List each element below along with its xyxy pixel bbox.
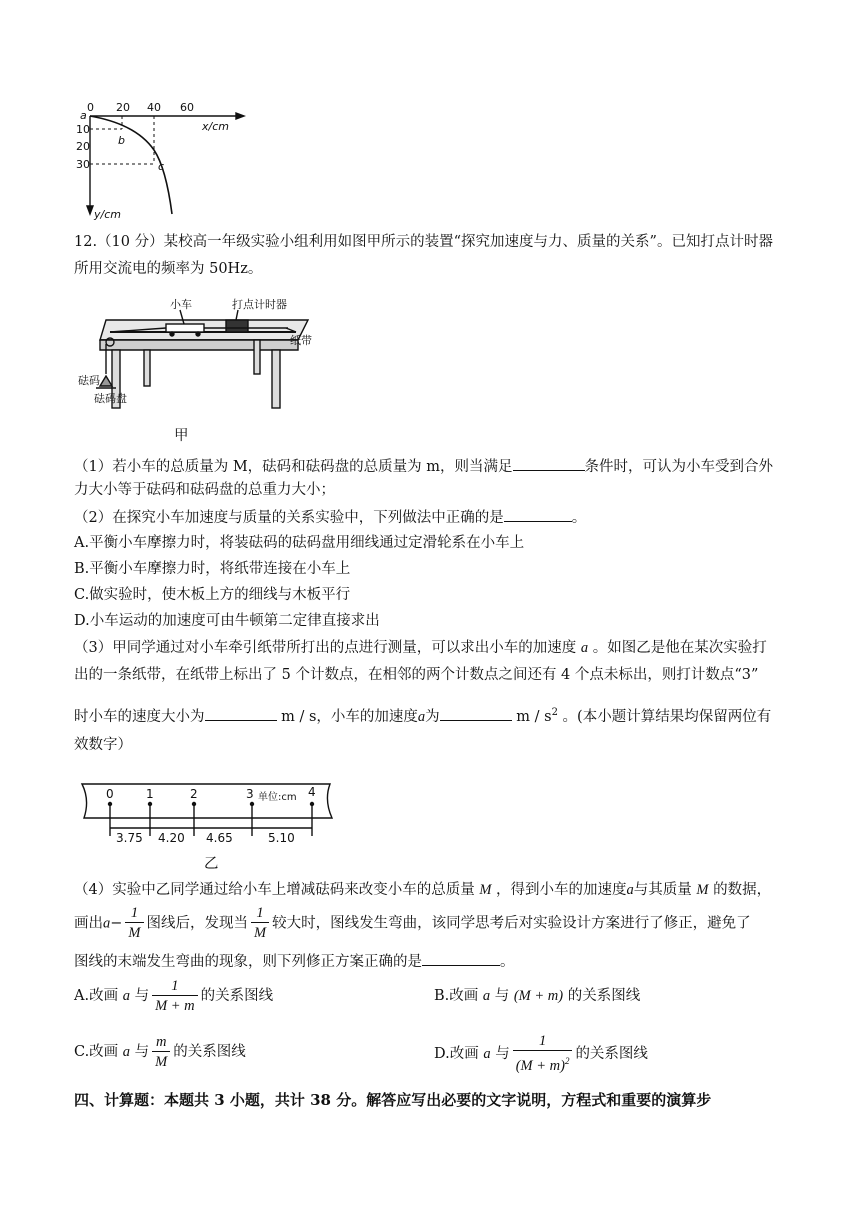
q12-p3-line4: 效数字） <box>74 737 132 753</box>
q12-p1-line2: 力大小等于砝码和砝码盘的总重力大小； <box>74 482 335 498</box>
blank-3[interactable] <box>205 705 277 721</box>
apparatus-figure <box>76 298 326 424</box>
tape-unit: 单位:cm <box>258 792 297 803</box>
trajectory-graph <box>76 98 266 222</box>
graph-x-tick: 40 <box>147 101 161 114</box>
tape-point-2: 2 <box>190 787 198 801</box>
q12-p4-line1: （4）实验中乙同学通过给小车上增减砝码来改变小车的总质量 M ，得到小车的加速度a与其质量 M 的数据， <box>74 882 772 898</box>
graph-origin-label: a <box>80 109 87 122</box>
q12-p4-line3: 图线的末端发生弯曲的现象，则下列修正方案正确的是 。 <box>74 950 515 972</box>
blank-5[interactable] <box>422 950 500 966</box>
tape-segment-1: 3.75 <box>116 831 143 845</box>
q12-p4-line2: 画出a− $\frac{1}{M}$ 图线后，发现当 $\frac{1}{M}$ 较大时，图线发生弯曲，该同学思考后对实验设计方案进行了修正，避免了 <box>74 905 751 941</box>
q12-option-a: A.平衡小车摩擦力时，将装砝码的砝码盘用细线通过定滑轮系在小车上 <box>74 535 525 551</box>
fraction-1-over-M: $\frac{1}{M}$ <box>125 904 143 943</box>
graph-x-tick: 0 <box>87 101 94 114</box>
figure-caption-yi: 乙 <box>204 856 219 872</box>
tape-segment-4: 5.10 <box>268 831 295 845</box>
q12-p3-line3: 时小车的速度大小为 m / s，小车的加速度a为 m / $s^2$ 。(本小题计算结果均保留两位有 <box>74 703 771 727</box>
q12-intro-line1: 12.（10 分）某校高一年级实验小组利用如图甲所示的装置“探究加速度与力、质量的关系”。已知打点计时器 <box>74 234 773 250</box>
section-4-heading: 四、计算题：本题共 3 小题，共计 38 分。解答应写出必要的文字说明，方程式和重要的演算步 <box>74 1091 712 1109</box>
blank-1[interactable] <box>513 455 585 471</box>
graph-point-c: c <box>158 160 165 173</box>
graph-x-tick: 60 <box>180 101 194 114</box>
graph-y-label: y/cm <box>94 208 121 221</box>
graph-point-b: b <box>118 134 125 147</box>
tape-point-1: 1 <box>146 787 154 801</box>
fraction-1-over-M-plus-m-squared: $\frac{1}{(M + m)^2}$ <box>513 1032 573 1076</box>
graph-y-tick: 30 <box>76 158 90 171</box>
tape-segment-2: 4.20 <box>158 831 185 845</box>
q12-p3-line2: 出的一条纸带，在纸带上标出了 5 个计数点，在相邻的两个计数点之间还有 4 个点未标出，则打计数点“3” <box>74 667 759 683</box>
q12-option-d: D.小车运动的加速度可由牛顿第二定律直接求出 <box>74 613 380 629</box>
q12-p3-line1: （3）甲同学通过对小车牵引纸带所打出的点进行测量，可以求出小车的加速度 a 。如图乙是他在某次实验打 <box>74 640 767 656</box>
label-pan: 砝码盘 <box>94 392 127 405</box>
tape-point-0: 0 <box>106 787 114 801</box>
fraction-m-over-M: $\frac{m}{M}$ <box>152 1033 170 1072</box>
graph-y-tick: 20 <box>76 140 90 153</box>
graph-x-tick: 20 <box>116 101 130 114</box>
q12-p4-option-a: A.改画 a 与 $\frac{1}{M + m}$ 的关系图线 <box>74 977 274 1014</box>
q12-p4-option-b: B.改画 a 与 (M + m) 的关系图线 <box>434 988 641 1004</box>
tape-point-4: 4 <box>308 785 316 799</box>
q12-p4-option-c: C.改画 a 与 $\frac{m}{M}$ 的关系图线 <box>74 1033 246 1070</box>
blank-4[interactable] <box>440 705 512 721</box>
fraction-1-over-M: $\frac{1}{M}$ <box>251 904 269 943</box>
tape-segment-3: 4.65 <box>206 831 233 845</box>
paper-tape-figure <box>76 778 342 856</box>
label-timer: 打点计时器 <box>232 298 287 311</box>
figure-caption-jia: 甲 <box>174 428 189 444</box>
q12-option-b: B.平衡小车摩擦力时，将纸带连接在小车上 <box>74 561 351 577</box>
tape-point-3: 3 <box>246 787 254 801</box>
q12-p2-line: （2）在探究小车加速度与质量的关系实验中，下列做法中正确的是 。 <box>74 506 586 528</box>
fraction-1-over-M-plus-m: $\frac{1}{M + m}$ <box>152 977 198 1016</box>
graph-y-tick: 10 <box>76 123 90 136</box>
graph-x-label: x/cm <box>202 120 229 133</box>
label-tape: 纸带 <box>290 334 312 347</box>
q12-option-c: C.做实验时，使木板上方的细线与木板平行 <box>74 587 351 603</box>
label-car: 小车 <box>170 298 192 311</box>
q12-p4-option-d: D.改画 a 与 $\frac{1}{(M + m)^2}$ 的关系图线 <box>434 1033 648 1074</box>
q12-p1-line1: （1）若小车的总质量为 M，砝码和砝码盘的总质量为 m，则当满足 条件时，可认为小车受到合外 <box>74 455 773 477</box>
blank-2[interactable] <box>504 506 572 522</box>
q12-intro-line2: 所用交流电的频率为 50Hz。 <box>74 261 263 277</box>
label-weight: 砝码 <box>78 374 100 387</box>
